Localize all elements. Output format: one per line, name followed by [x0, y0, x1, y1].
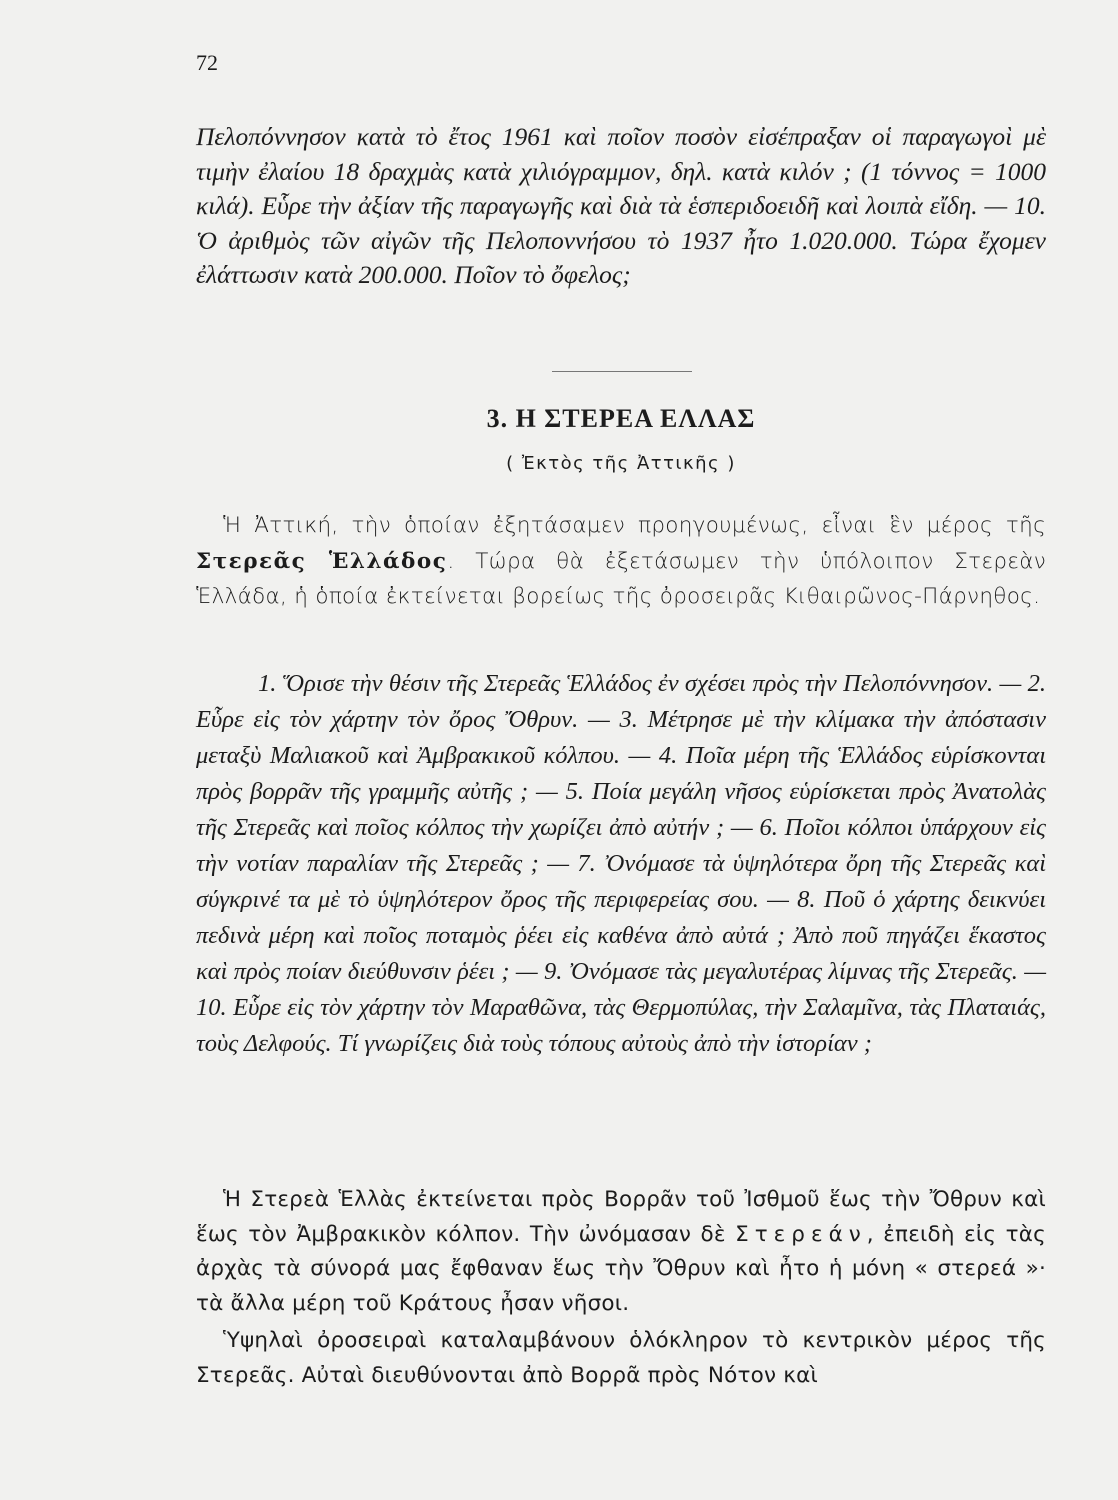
paragraph-attica-text: Ἡ Ἀττική, τὴν ὁποίαν ἐξητάσαμεν προηγουμένως, εἶναι ἓν μέρος τῆς	[223, 513, 1046, 538]
emphasis-sterea-ellas: Στερεᾶς Ἑλλάδος	[196, 548, 448, 574]
intro-paragraph: Πελοπόννησον κατὰ τὸ ἔτος 1961 καὶ ποῖον ποσὸν εἰσέπραξαν οἱ παραγωγοὶ μὲ τιμὴν ἐλαίου 18 δραχμὰς κατὰ χιλιόγραμμον, δηλ. κατὰ κιλόν ; (1 τόννος = 1000 κιλά). Εὗρε τὴν ἀξίαν τῆς παραγωγῆς καὶ διὰ τὰ ἑσπεριδοειδῆ καὶ λοιπὰ εἴδη. — 10. Ὁ ἀριθμὸς τῶν αἰγῶν τῆς Πελοποννήσου τὸ 1937 ἦτο 1.020.000. Τώρα ἔχομεν ἐλάττωσιν κατὰ 200.000. Ποῖον τὸ ὄφελος;	[196, 122, 1046, 289]
paragraph-extent	[196, 1183, 1046, 1321]
section-title: 3. Η ΣΤΕΡΕΑ ΕΛΛΑΣ	[486, 404, 756, 433]
page-number: 72	[196, 50, 218, 75]
section-subtitle: ( Ἐκτὸς τῆς Ἀττικῆς )	[506, 453, 736, 474]
section-divider	[552, 371, 692, 372]
paragraph-attica	[196, 508, 1046, 615]
paragraph-mountains: Ὑψηλαὶ ὀροσειραὶ καταλαμβάνουν ὁλόκληρον τὸ κεντρικὸν μέρος τῆς Στερεᾶς. Αὐταὶ διευθύνονται ἀπὸ Βορρᾶ πρὸς Νότον καὶ	[196, 1328, 1046, 1388]
paragraph-extent-text-end: , ἐπειδὴ εἰς τὰς ἀρχὰς τὰ σύνορά μας ἔφθαναν ἕως τὴν Ὄθρυν καὶ ἦτο ἡ μόνη « στερεά »· τὰ ἄλλα μέρη τοῦ Κράτους ἦσαν νῆσοι.	[196, 1221, 1046, 1316]
paragraph-attica-text-end: . Τώρα θὰ ἐξετάσωμεν τὴν ὑπόλοιπον Στερεὰν Ἑλλάδα, ἡ ὁποία ἐκτείνεται βορείως τῆς ὀροσειρᾶς Κιθαιρῶνος-Πάρνηθος.	[196, 548, 1047, 609]
exercises-paragraph: 1. Ὅρισε τὴν θέσιν τῆς Στερεᾶς Ἑλλάδος ἐν σχέσει πρὸς τὴν Πελοπόννησον. — 2. Εὗρε εἰς τὸν χάρτην τὸν ὄρος Ὄθρυν. — 3. Μέτρησε μὲ τὴν κλίμακα τὴν ἀπόστασιν μεταξὺ Μαλιακοῦ καὶ Ἀμβρακικοῦ κόλπου. — 4. Ποῖα μέρη τῆς Ἑλλάδος εὑρίσκονται πρὸς βορρᾶν τῆς γραμμῆς αὐτῆς ; — 5. Ποία μεγάλη νῆσος εὑρίσκεται πρὸς Ἀνατολὰς τῆς Στερεᾶς καὶ ποῖος κόλπος τὴν χωρίζει ἀπὸ αὐτήν ; — 6. Ποῖοι κόλποι ὑπάρχουν εἰς τὴν νοτίαν παραλίαν τῆς Στερεᾶς ; — 7. Ὀνόμασε τὰ ὑψηλότερα ὄρη τῆς Στερεᾶς καὶ σύγκρινέ τα μὲ τὸ ὑψηλότερον ὄρος τῆς περιφερείας σου. — 8. Ποῦ ὁ χάρτης δεικνύει πεδινὰ μέρη καὶ ποῖος ποταμὸς ῥέει εἰς καθένα ἀπὸ αὐτά ; Ἀπὸ ποῦ πηγάζει ἕκαστος καὶ πρὸς ποίαν διεύθυνσιν ῥέει ; — 9. Ὀνόμασε τὰς μεγαλυτέρας λίμνας τῆς Στερεᾶς. — 10. Εὗρε εἰς τὸν χάρτην τὸν Μαραθῶνα, τὰς Θερμοπύλας, τὴν Σαλαμῖνα, τὰς Πλαταιάς, τοὺς Δελφούς. Τί γνωρίζεις διὰ τοὺς τόπους αὐτοὺς ἀπὸ τὴν ἱστορίαν ;	[196, 670, 1046, 1057]
emphasis-sterean: Στερεάν	[735, 1221, 867, 1247]
paragraph-extent-text: Ἡ Στερεὰ Ἑλλὰς ἐκτείνεται πρὸς Βορρᾶν τοῦ Ἰσθμοῦ ἕως τὴν Ὄθρυν καὶ ἕως τὸν Ἀμβρακικὸν κόλπον. Τὴν ὠνόμασαν δὲ	[196, 1187, 1046, 1247]
